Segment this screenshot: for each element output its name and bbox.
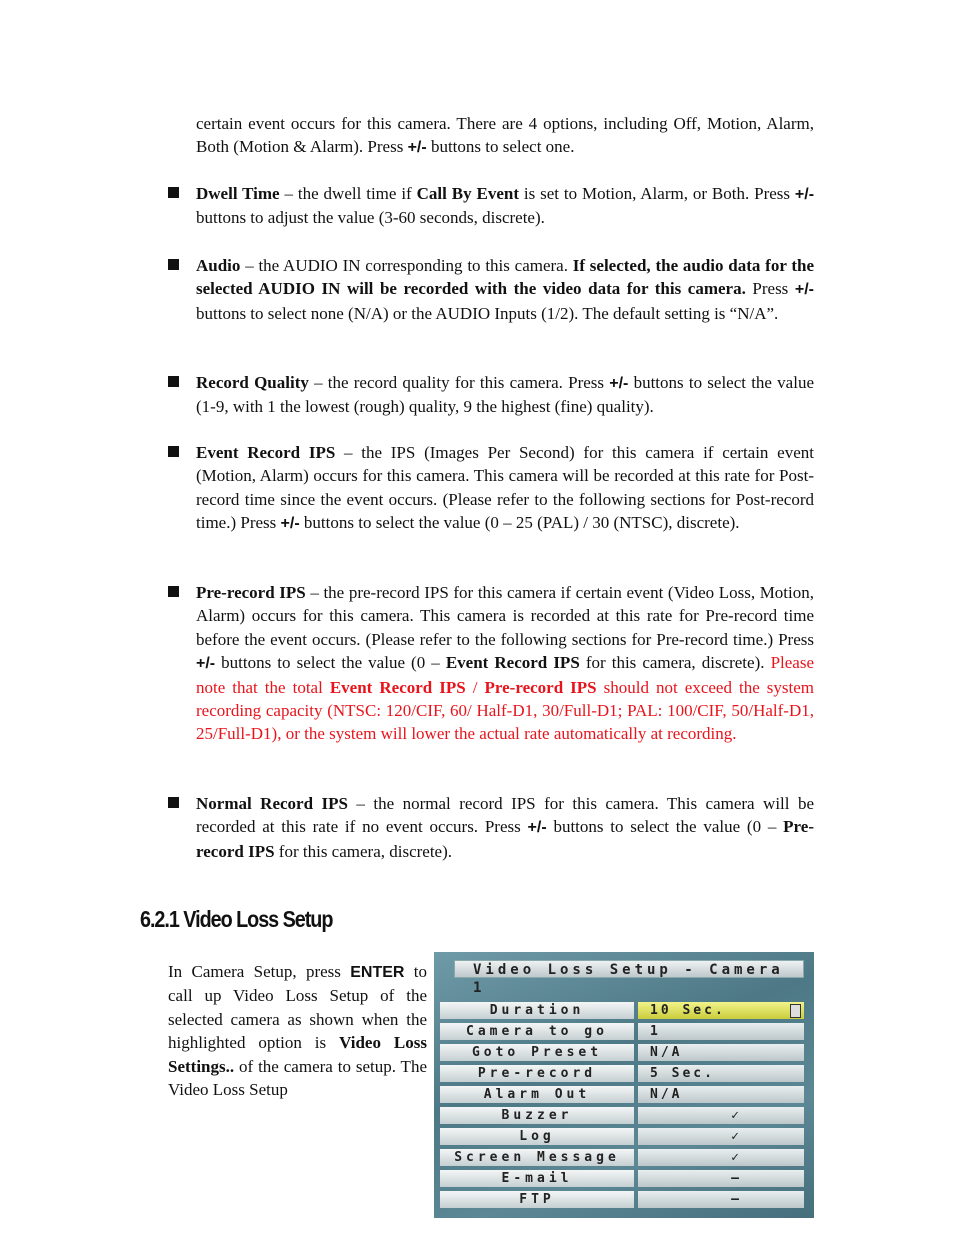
pre-ips-text-3: for this camera, discrete).: [579, 653, 771, 673]
dwell-time-paragraph: [196, 182, 814, 230]
check-icon: ✓: [638, 1107, 804, 1124]
event-record-ips-paragraph: [196, 441, 814, 536]
capacity-warning-sep: /: [465, 677, 485, 697]
capacity-warning-2: should not exceed the system recording capacity (NTSC: 120/CIF, 60/ Half-D1, 30/Full-D1; PAL: 100/CIF, 50/Half-D1, 25/Full-D1), or the system will lower the actual rate automatically at recording.: [196, 677, 814, 744]
key-plus-minus: +/-: [280, 515, 300, 533]
video-loss-intro-paragraph: [168, 960, 427, 1101]
capacity-warning-term-1: Event Record IPS: [329, 677, 466, 697]
normal-ips-text-2: buttons to select the value (0 –: [546, 817, 784, 837]
osd-row-label: E-mail: [440, 1170, 634, 1187]
side-text-2: to call up Video Loss Setup of the selected camera as shown when the highlighted option is: [168, 962, 427, 1053]
quality-text-1: – the record quality for this camera. Press: [308, 373, 610, 392]
pre-record-ips-paragraph: [196, 581, 814, 746]
pre-ips-text-1: – the pre-record IPS for this camera if certain event (Video Loss, Motion, Alarm) occurs for this camera. This camera is recorded at this rate for Pre-record time before the event occurs. (Please refer to the following sections for Pre-record time.) Press: [196, 583, 815, 649]
intro-tail: buttons to select one.: [426, 137, 575, 157]
pre-record-ips-ref: Pre-record IPS: [196, 817, 814, 861]
audio-text-3: buttons to select none (N/A) or the AUDIO Inputs (1/2). The default setting is “N/A”.: [196, 303, 779, 323]
normal-ips-text-3: for this camera, discrete).: [274, 841, 453, 861]
dwell-text-3: buttons to adjust the value (3-60 seconds, discrete).: [196, 208, 545, 228]
osd-row-label: Pre-record: [440, 1065, 634, 1082]
check-icon: ✓: [638, 1128, 804, 1145]
audio-text-1: – the AUDIO IN corresponding to this camera.: [240, 256, 573, 275]
section-heading: 6.2.1 Video Loss Setup: [140, 906, 333, 932]
check-icon: ✓: [638, 1149, 804, 1166]
dwell-time-term: Dwell Time: [196, 184, 280, 203]
osd-row-label: Log: [440, 1128, 634, 1145]
bullet-square-icon: [168, 187, 179, 198]
osd-row-e-mail: [440, 1170, 804, 1187]
key-plus-minus: +/-: [407, 139, 427, 157]
osd-row-buzzer: [440, 1107, 804, 1124]
dash-icon: –: [638, 1170, 804, 1187]
side-text-3: of the camera to setup. The Video Loss Setup: [168, 1056, 427, 1100]
osd-row-label: FTP: [440, 1191, 634, 1208]
normal-record-ips-term: Normal Record IPS: [196, 794, 348, 813]
capacity-warning-term-2: Pre-record IPS: [484, 677, 597, 697]
osd-row-value: [638, 1002, 804, 1019]
osd-row-duration: [440, 1002, 804, 1019]
bullet-square-icon: [168, 376, 179, 387]
osd-row-label: Camera to go: [440, 1023, 634, 1040]
osd-row-ftp: [440, 1191, 804, 1208]
osd-row-pre-record: [440, 1065, 804, 1082]
bullet-square-icon: [168, 259, 179, 270]
event-record-ips-ref: Event Record IPS: [445, 653, 580, 673]
pre-record-ips-term: Pre-record IPS: [196, 583, 306, 602]
event-ips-text-1: – the IPS (Images Per Second) for this camera if certain event (Motion, Alarm) occurs for this camera. This camera will be recorded at this rate for Post-record time since the event occurs. (Please refer to the following sections for Post-record time.) Press: [196, 443, 814, 533]
record-quality-paragraph: [196, 371, 814, 419]
normal-record-ips-paragraph: [196, 792, 814, 863]
quality-text-2: buttons to select the value (1-9, with 1 the lowest (rough) quality, 9 the highest (fine) quality).: [196, 373, 814, 417]
dash-icon: –: [638, 1191, 804, 1208]
event-record-ips-term: Event Record IPS: [196, 443, 336, 462]
osd-title: Video Loss Setup - Camera 1: [454, 960, 804, 978]
call-by-event-ref: Call By Event: [416, 184, 519, 203]
event-ips-text-2: buttons to select the value (0 – 25 (PAL) / 30 (NTSC), discrete).: [299, 513, 740, 533]
key-plus-minus: +/-: [794, 281, 814, 299]
key-plus-minus: +/-: [609, 375, 629, 392]
bullet-square-icon: [168, 586, 179, 597]
video-loss-settings-ref: Video Loss Settings..: [168, 1033, 427, 1076]
dwell-text-1: – the dwell time if: [279, 184, 417, 203]
scroll-knob-icon: [790, 1004, 801, 1018]
osd-row-value: N/A: [638, 1086, 804, 1103]
bullet-square-icon: [168, 797, 179, 808]
osd-row-goto-preset: [440, 1044, 804, 1061]
osd-row-screen-message: [440, 1149, 804, 1166]
key-plus-minus: +/-: [196, 655, 216, 673]
osd-row-camera-to-go: [440, 1023, 804, 1040]
normal-ips-text-1: – the normal record IPS for this camera. This camera will be recorded at this rate if no event occurs. Press: [196, 794, 814, 837]
record-quality-term: Record Quality: [196, 373, 309, 392]
capacity-warning-1: Please note that the total: [196, 653, 814, 697]
audio-paragraph: [196, 254, 814, 325]
osd-row-log: [440, 1128, 804, 1145]
osd-row-label: Buzzer: [440, 1107, 634, 1124]
osd-row-label: Alarm Out: [440, 1086, 634, 1103]
key-plus-minus: +/-: [794, 186, 815, 203]
audio-note-bold: If selected, the audio data for the selected AUDIO IN will be recorded with the video data for this camera.: [196, 256, 815, 299]
intro-text: certain event occurs for this camera. There are 4 options, including Off, Motion, Alarm, Both (Motion & Alarm). Press: [196, 114, 814, 157]
key-enter: ENTER: [350, 964, 405, 981]
pre-ips-text-2: buttons to select the value (0 –: [215, 653, 446, 673]
video-loss-setup-screenshot: [434, 952, 814, 1218]
intro-paragraph: [196, 112, 814, 160]
audio-term: Audio: [196, 256, 241, 275]
osd-row-value: 1: [638, 1023, 804, 1040]
audio-text-2: Press: [745, 279, 795, 299]
side-text-1: In Camera Setup, press: [168, 962, 351, 981]
osd-row-label: Goto Preset: [440, 1044, 634, 1061]
osd-value-text: 10 Sec.: [650, 1003, 726, 1018]
osd-row-alarm-out: [440, 1086, 804, 1103]
osd-row-value: 5 Sec.: [638, 1065, 804, 1082]
osd-row-label: Screen Message: [440, 1149, 634, 1166]
dwell-text-2: is set to Motion, Alarm, or Both. Press: [518, 184, 795, 203]
osd-row-label: Duration: [440, 1002, 634, 1019]
bullet-square-icon: [168, 446, 179, 457]
key-plus-minus: +/-: [527, 819, 547, 837]
osd-row-value: N/A: [638, 1044, 804, 1061]
